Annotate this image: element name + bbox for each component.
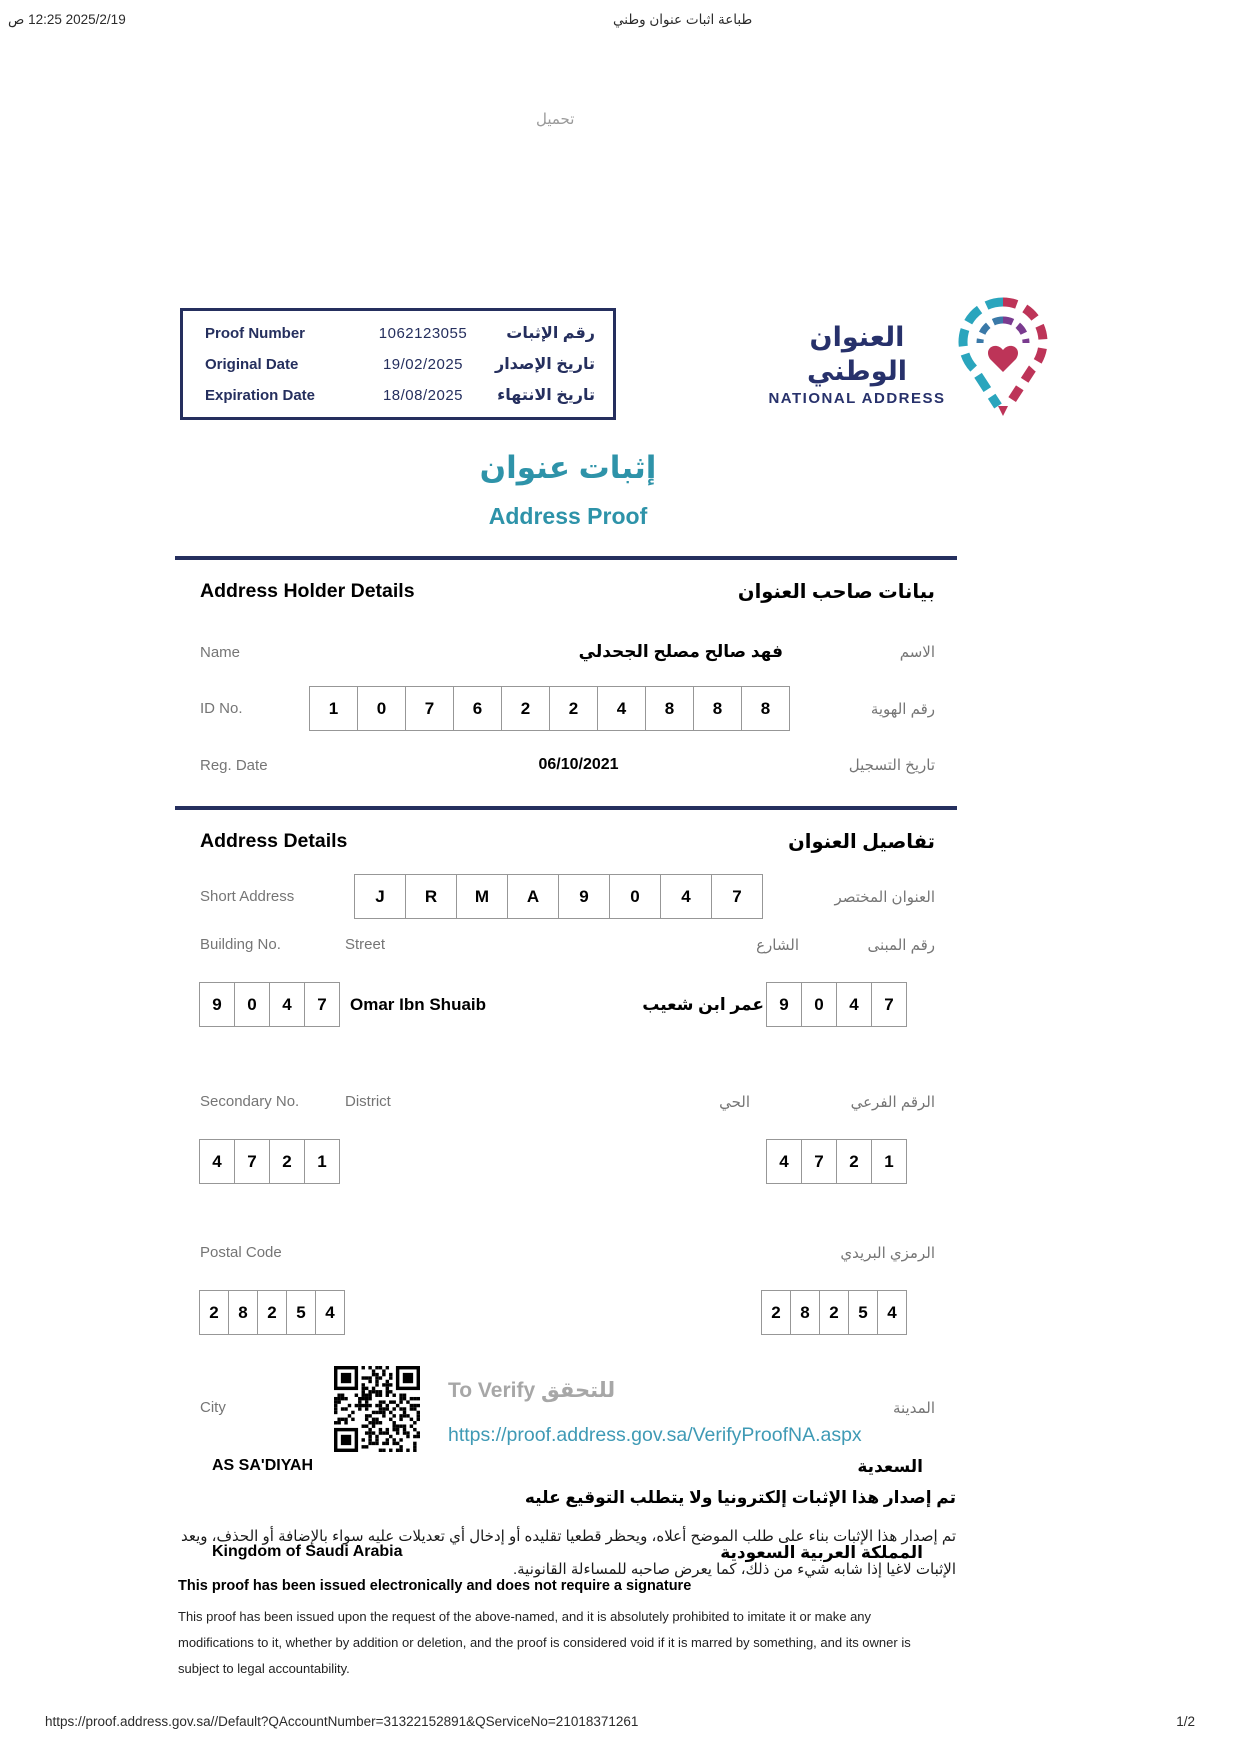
address-header-en: Address Details [200, 830, 348, 852]
postal-label-ar: الرمزي البريدي [840, 1245, 935, 1262]
proof-number-row [205, 323, 595, 343]
disclaimer-english-heading: This proof has been issued electronically and does not require a signature [178, 1578, 692, 1594]
secondary-digit-cell: 4 [766, 1139, 802, 1184]
section-divider [175, 556, 957, 560]
document-title-arabic: إثبات عنوان [479, 450, 657, 485]
postal-label-en: Postal Code [200, 1244, 282, 1261]
short-address-boxes [355, 874, 763, 919]
reg-date-label-en: Reg. Date [200, 756, 268, 774]
id-digit-cell: 7 [405, 686, 454, 731]
building-no-boxes-ar [767, 982, 907, 1027]
document-title-english: Address Proof [488, 503, 648, 529]
building-digit-cell: 4 [836, 982, 872, 1027]
verify-label: To Verify للتحقق [448, 1379, 616, 1402]
name-label-ar: الاسم [899, 644, 935, 661]
logo-english-wordmark: NATIONAL ADDRESS [768, 390, 946, 407]
name-row [178, 642, 956, 662]
id-digit-cell: 2 [501, 686, 550, 731]
qr-code [334, 1366, 420, 1457]
reg-date-value: 06/10/2021 [538, 756, 619, 773]
holder-header-ar: بيانات صاحب العنوان [737, 581, 935, 603]
national-address-pin-icon [956, 294, 1050, 423]
proof-info-box [180, 308, 616, 420]
disclaimer-arabic-body: تم إصدار هذا الإثبات بناء على طلب الموضح أعلاه، ويحظر قطعيا تقليده أو إدخال أي تعديلات عليه سواء بالإضافة أو الحذف، ويعد الإثبات لاغيا إذا شابه شيء من ذلك، كما يعرض صاحبه للمساءلة القانونية. [180, 1528, 956, 1578]
print-footer-page-number: 1/2 [1176, 1714, 1195, 1729]
expiration-date-label-ar: تاريخ الانتهاء [497, 387, 595, 404]
expiration-date-value: 18/08/2025 [382, 386, 464, 404]
city-value-en: AS SA'DIYAH [212, 1457, 314, 1474]
proof-number-label-en: Proof Number [205, 324, 306, 342]
id-digit-cell: 8 [645, 686, 694, 731]
street-label-en: Street [345, 936, 386, 953]
secondary-district-values [178, 1139, 956, 1184]
id-label-ar: رقم الهوية [870, 700, 935, 718]
postal-digit-cell: 2 [761, 1290, 791, 1335]
section-divider [175, 806, 957, 810]
original-date-value: 19/02/2025 [382, 355, 464, 373]
short-address-row [178, 874, 956, 919]
reg-date-label-ar: تاريخ التسجيل [848, 757, 935, 774]
building-digit-cell: 0 [234, 982, 270, 1027]
street-label-ar: الشارع [756, 937, 799, 954]
building-digit-cell: 7 [871, 982, 907, 1027]
street-value-ar: عمر ابن شعيب [642, 995, 764, 1014]
building-digit-cell: 7 [304, 982, 340, 1027]
short-address-cell: R [405, 874, 457, 919]
secondary-no-boxes-en [200, 1139, 340, 1184]
secondary-digit-cell: 2 [836, 1139, 872, 1184]
name-label-en: Name [200, 643, 241, 661]
id-row [178, 686, 956, 731]
expiration-date-row [205, 385, 595, 405]
building-label-ar: رقم المبنى [867, 937, 935, 954]
postal-labels [178, 1244, 956, 1266]
building-no-boxes-en [200, 982, 340, 1027]
postal-digit-cell: 2 [199, 1290, 229, 1335]
address-header-ar: تفاصيل العنوان [788, 831, 935, 853]
postal-digit-cell: 8 [228, 1290, 258, 1335]
postal-digit-cell: 5 [848, 1290, 878, 1335]
secondary-digit-cell: 7 [234, 1139, 270, 1184]
postal-digit-cell: 4 [877, 1290, 907, 1335]
national-address-logo [762, 320, 952, 407]
building-label-en: Building No. [200, 936, 281, 953]
postal-digit-cell: 2 [819, 1290, 849, 1335]
print-page-title: طباعة اثبات عنوان وطني [613, 12, 753, 27]
short-address-cell: A [507, 874, 559, 919]
proof-number-label-ar: رقم الإثبات [506, 325, 595, 342]
disclaimer-english-body: This proof has been issued upon the request of the above-named, and it is absolutely prohibited to imitate it or make any modifications to it, whether by addition or deletion, and the proof is considered void if it is marred by something, and its owner is subject to legal accountability. [178, 1609, 911, 1676]
print-footer-url: https://proof.address.gov.sa//Default?QAccountNumber=31322152891&QServiceNo=21018371261 [45, 1714, 639, 1729]
secondary-no-boxes-ar [767, 1139, 907, 1184]
postal-digit-cell: 2 [257, 1290, 287, 1335]
postal-digit-cell: 5 [286, 1290, 316, 1335]
short-address-cell: 0 [609, 874, 661, 919]
postal-values [178, 1290, 956, 1335]
city-label-ar: المدينة [892, 1400, 935, 1417]
short-address-cell: 9 [558, 874, 610, 919]
postal-digit-cell: 4 [315, 1290, 345, 1335]
proof-number-value: 1062123055 [378, 324, 468, 342]
short-address-cell: M [456, 874, 508, 919]
id-digit-cell: 8 [693, 686, 742, 731]
street-value-en: Omar Ibn Shuaib [350, 995, 487, 1014]
holder-header-en: Address Holder Details [200, 580, 415, 602]
id-digit-cell: 6 [453, 686, 502, 731]
postal-digit-cell: 8 [790, 1290, 820, 1335]
holder-section-header [178, 580, 956, 604]
original-date-label-ar: تاريخ الإصدار [494, 356, 595, 373]
short-address-cell: 4 [660, 874, 712, 919]
building-street-values [178, 982, 956, 1027]
secondary-label-ar: الرقم الفرعي [850, 1094, 935, 1111]
postal-code-boxes-ar [762, 1290, 907, 1335]
district-label-ar: الحي [719, 1094, 750, 1111]
postal-code-boxes-en [200, 1290, 345, 1335]
id-digit-cell: 8 [741, 686, 790, 731]
secondary-digit-cell: 2 [269, 1139, 305, 1184]
id-digit-cell: 1 [309, 686, 358, 731]
short-address-label-ar: العنوان المختصر [834, 888, 935, 906]
city-value-ar: السعدية [857, 1457, 923, 1476]
city-label-en: City [200, 1399, 226, 1416]
country-value-ar: المملكة العربية السعودية [720, 1543, 923, 1562]
verify-url-link[interactable]: https://proof.address.gov.sa/VerifyProofNA.aspx [448, 1424, 862, 1446]
secondary-digit-cell: 1 [871, 1139, 907, 1184]
id-digit-cell: 2 [549, 686, 598, 731]
secondary-district-labels [178, 1093, 956, 1115]
country-value-en: Kingdom of Saudi Arabia [212, 1543, 403, 1560]
city-values [178, 1457, 956, 1481]
id-digit-cell: 4 [597, 686, 646, 731]
secondary-digit-cell: 4 [199, 1139, 235, 1184]
original-date-row [205, 354, 595, 374]
secondary-label-en: Secondary No. [200, 1093, 300, 1110]
short-address-cell: J [354, 874, 406, 919]
building-street-labels [178, 936, 956, 958]
building-digit-cell: 4 [269, 982, 305, 1027]
id-label-en: ID No. [200, 700, 243, 717]
logo-arabic-wordmark: العنوان الوطني [806, 322, 908, 386]
id-number-boxes [310, 686, 790, 731]
download-link[interactable]: تحميل [536, 111, 575, 128]
district-label-en: District [345, 1093, 391, 1110]
secondary-digit-cell: 7 [801, 1139, 837, 1184]
disclaimer-arabic-heading: تم إصدار هذا الإثبات إلكترونيا ولا يتطلب التوقيع عليه [524, 1488, 956, 1507]
expiration-date-label-en: Expiration Date [205, 386, 316, 404]
address-section-header [178, 830, 956, 854]
building-digit-cell: 9 [766, 982, 802, 1027]
secondary-digit-cell: 1 [304, 1139, 340, 1184]
short-address-cell: 7 [711, 874, 763, 919]
print-timestamp: 2025/2/19 12:25 ص [8, 12, 126, 27]
name-value: فهد صالح مصلح الجحدلي [578, 642, 783, 661]
short-address-label-en: Short Address [200, 888, 295, 905]
original-date-label-en: Original Date [205, 355, 299, 373]
reg-date-row [178, 756, 956, 774]
id-digit-cell: 0 [357, 686, 406, 731]
building-digit-cell: 9 [199, 982, 235, 1027]
building-digit-cell: 0 [801, 982, 837, 1027]
